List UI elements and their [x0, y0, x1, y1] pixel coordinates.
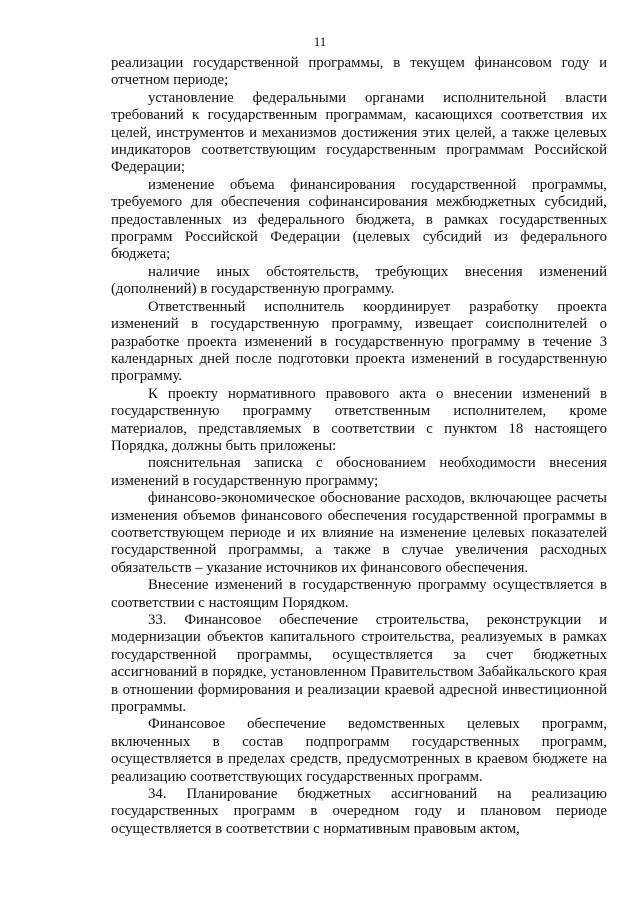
paragraph-responsible-executor: Ответственный исполнитель координирует разработку проекта изменений в государственную программу, извещает соисполнителей о разработке проекта изменений в государственную программу в течение 3 календарных дней после подготовки проекта изменений в государственную программу. — [111, 298, 607, 385]
paragraph-continuation: реализации государственной программы, в текущем финансовом году и отчетном периоде; — [111, 55, 607, 89]
page-number: 11 — [313, 34, 327, 49]
paragraph-departmental-programs: Финансовое обеспечение ведомственных целевых программ, включенных в состав подпрограмм государственных программ, осуществляется в пределах средств, предусмотренных в краевом бюджете на реализацию соответствующих государственных программ. — [111, 716, 607, 785]
paragraph-funding-change: изменение объема финансирования государственной программы, требуемого для обеспечения софинансирования межбюджетных субсидий, предоставленных из федерального бюджета, в рамках государственных программ Российской Федерации (целевых субсидий из федерального бюджета; — [111, 176, 607, 263]
paragraph-other-circumstances: наличие иных обстоятельств, требующих внесения изменений (дополнений) в государственную программу. — [111, 263, 607, 298]
paragraph-section-34: 34. Планирование бюджетных ассигнований на реализацию государственных программ в очередном году и плановом периоде осуществляется в соответствии с нормативным правовым актом, — [111, 786, 607, 837]
paragraph-section-33: 33. Финансовое обеспечение строительства, реконструкции и модернизации объектов капитального строительства, реализуемых в рамках государственной программы, осуществляется за счет бюджетных ассигнований в порядке, установленном Правительством Забайкальского края в отношении формирования и реализации краевой адресной инвестиционной программы. — [111, 612, 607, 716]
paragraph-changes-procedure: Внесение изменений в государственную программу осуществляется в соответствии с настоящим Порядком. — [111, 577, 607, 611]
paragraph-project-attachments: К проекту нормативного правового акта о внесении изменений в государственную программу ответственным исполнителем, кроме материалов, представляемых в соответствии с пунктом 18 настоящего Порядка, должны быть приложены: — [111, 385, 607, 454]
document-body — [111, 55, 607, 838]
paragraph-financial-justification: финансово-экономическое обоснование расходов, включающее расчеты изменения объемов финансового обеспечения государственной программы в соответствующем периоде и их влияние на изменение целевых показателей государственной программы, а также в случае увеличения расходных обязательств – указание источников их финансового обеспечения. — [111, 490, 607, 576]
paragraph-explanatory-note: пояснительная записка с обоснованием необходимости внесения изменений в государственную программу; — [111, 455, 607, 489]
paragraph-federal-requirements: установление федеральными органами исполнительной власти требований к государственным программам, касающихся соответствия их целей, инструментов и механизмов достижения этих целей, а также целевых индикаторов соответствующим государственным программам Российской Федерации; — [111, 89, 607, 176]
